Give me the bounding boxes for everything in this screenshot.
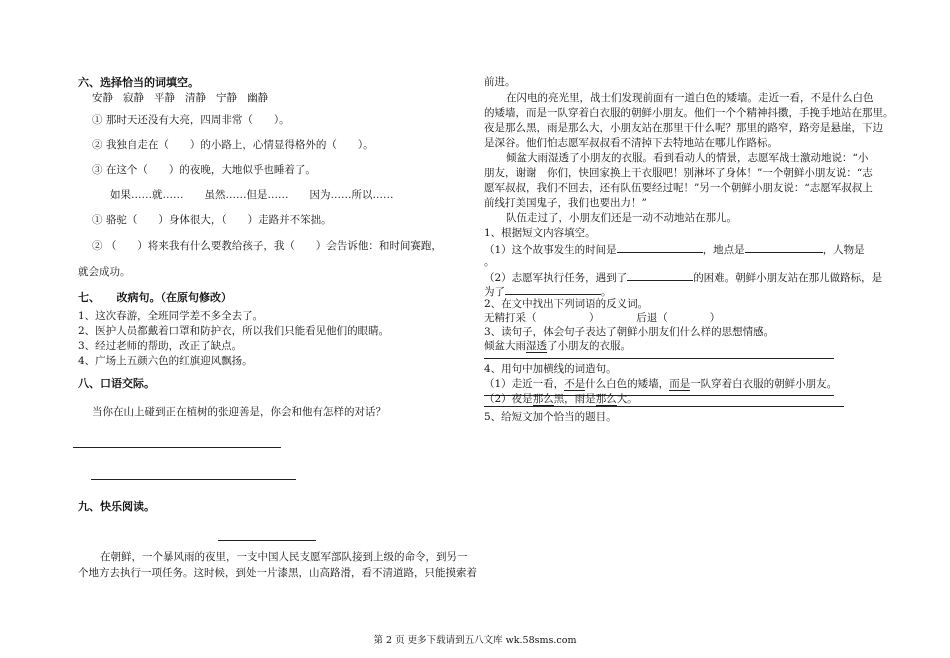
answer-line[interactable] xyxy=(91,479,296,480)
question-9-1-1-end: 。 xyxy=(484,256,495,268)
passage-line: 前线打美国鬼子，我们也要出力！” xyxy=(484,197,647,209)
sentence-part: 黑，雨是 xyxy=(553,393,596,405)
time-blank[interactable] xyxy=(617,241,703,253)
question-6-2: ② 我独自走在（ ）的小路上，心情显得格外的（ ）。 xyxy=(92,139,374,151)
page-footer: 第 2 页 更多下载请到五八文库 wk.58sms.com xyxy=(373,635,577,646)
passage-line: 的矮墙，而是一队穿着白衣服的朝鲜小朋友。他们一个个精神抖擞，手挽手地站在那里。 xyxy=(484,107,894,119)
underlined-word: 而是 xyxy=(669,378,691,390)
question-6-4: ① 骆驼（ ）身体很大，（ ）走路并不笨拙。 xyxy=(92,214,332,226)
q1-1-part: ，人物是 xyxy=(822,244,865,256)
q1-1-part: ，地点是 xyxy=(702,244,745,256)
question-9-3-sentence xyxy=(484,339,631,353)
sentence-part: （1）走近一看， xyxy=(484,378,565,390)
question-7-1: 1、这次春游，全班同学差不多全去了。 xyxy=(78,310,264,322)
sentence-part: 什么白色的矮墙， xyxy=(585,378,670,390)
sentence-part: （2）夜是 xyxy=(484,393,533,405)
question-9-1: 1、根据短文内容填空。 xyxy=(484,227,596,239)
question-7-4: 4、广场上五颜六色的红旗迎风飘扬。 xyxy=(78,355,253,367)
sentence-part: 倾盆大雨 xyxy=(484,340,526,352)
passage-line: 倾盆大雨湿透了小朋友的衣服。看到看动人的情景，志愿军战士激动地说：“小 xyxy=(506,152,869,164)
question-6-5-cont: 就会成功。 xyxy=(78,266,131,278)
question-9-4-2 xyxy=(484,392,638,406)
question-6-1: ① 那时天还没有大亮，四周非常（ ）。 xyxy=(92,114,290,126)
sentence-part: 大。 xyxy=(616,393,638,405)
q1-2-part: 为了 xyxy=(484,286,505,298)
sentence-part: 一队穿着白衣服的朝鲜小朋友。 xyxy=(690,378,838,390)
passage-line: 队伍走过了，小朋友们还是一动不动地站在那儿。 xyxy=(506,212,737,224)
section-9-title: 九、快乐阅读。 xyxy=(78,500,155,513)
underlined-word: 那么 xyxy=(532,393,554,405)
section-8-title: 八、口语交际。 xyxy=(78,377,155,390)
section-6-title: 六、选择恰当的词填空。 xyxy=(78,76,199,89)
passage-line: 个地方去执行一项任务。这时候，到处一片漆黑，山高路滑，看不清道路，只能摸索着 xyxy=(78,567,477,579)
passage-line: 在朝鲜，一个暴风雨的夜里，一支中国人民支愿军部队接到上级的命令，到另一 xyxy=(100,551,468,563)
sentence-part: 了小朋友的衣服。 xyxy=(547,340,631,352)
q1-2-part: （2）志愿军执行任务，遇到了 xyxy=(484,272,628,284)
difficulty-blank[interactable] xyxy=(627,269,693,281)
question-9-4: 4、用句中加横线的词造句。 xyxy=(484,363,617,375)
question-9-1-1 xyxy=(484,241,865,257)
q1-1-part: （1）这个故事发生的时间是 xyxy=(484,244,617,256)
passage-line: 夜是那么黑，雨是那么大，小朋友站在那里干什么呢？那里的路窄，路旁是悬崖，下边 xyxy=(484,122,883,134)
underlined-word: 不是 xyxy=(564,378,586,390)
section-7-title: 七、 改病句。（在原句修改） xyxy=(78,291,232,304)
question-9-4-1 xyxy=(484,377,837,391)
passage-line: 在闪电的亮光里，战士们发现前面有一道白色的矮墙。走近一看，不是什么白色 xyxy=(506,92,874,104)
answer-line[interactable] xyxy=(73,447,281,448)
answer-line[interactable] xyxy=(484,358,834,359)
question-9-2: 2、在文中找出下列词语的反义词。 xyxy=(484,298,649,310)
title-blank-line[interactable] xyxy=(218,540,316,541)
question-8: 当你在山上碰到正在植树的张迎善是，你会和他有怎样的对话？ xyxy=(92,406,386,418)
place-blank[interactable] xyxy=(745,241,823,253)
question-7-2: 2、医护人员都戴着口罩和防护衣，所以我们只能看见他们的眼睛。 xyxy=(78,325,390,337)
q1-2-part: 。 xyxy=(601,286,612,298)
q1-2-part: 的困难。朝鲜小朋友站在那儿做路标，是 xyxy=(693,272,883,284)
underlined-word: 湿透 xyxy=(526,340,547,352)
antonym-prompts: 无精打采（ ） 后退（ ） xyxy=(484,312,721,324)
question-9-5: 5、给短文加个恰当的题目。 xyxy=(484,411,617,423)
answer-line[interactable] xyxy=(484,406,844,407)
word-bank: 安静 寂静 平静 清静 宁静 幽静 xyxy=(92,92,269,104)
question-7-3: 3、经过老师的帮助，改正了缺点。 xyxy=(78,340,243,352)
passage-line: 愿军叔叔，我们不回去，还有队伍要经过呢！”另一个朝鲜小朋友说：“志愿军叔叔上 xyxy=(484,182,873,194)
question-9-3: 3、读句子，体会句子表达了朝鲜小朋友们什么样的思想情感。 xyxy=(484,326,775,338)
conjunction-bank: 如果……就…… 虽然……但是…… 因为……所以…… xyxy=(110,189,394,201)
passage-line: 前进。 xyxy=(484,76,516,88)
question-6-5: ② （ ）将来我有什么要教给孩子，我（ ）会告诉他：和时间赛跑， xyxy=(92,240,442,252)
passage-line: 是深谷。他们怕志愿军叔叔看不清掉下去特地站在哪儿作路标。 xyxy=(484,137,778,149)
purpose-blank[interactable] xyxy=(505,283,601,295)
underlined-word: 那么 xyxy=(595,393,617,405)
question-6-3: ③ 在这个（ ）的夜晚，大地似乎也睡着了。 xyxy=(92,164,316,176)
passage-line: 朋友，谢谢 你们，快回家换上干衣服吧！别淋坏了身体！”一个朝鲜小朋友说：“志 xyxy=(484,167,873,179)
